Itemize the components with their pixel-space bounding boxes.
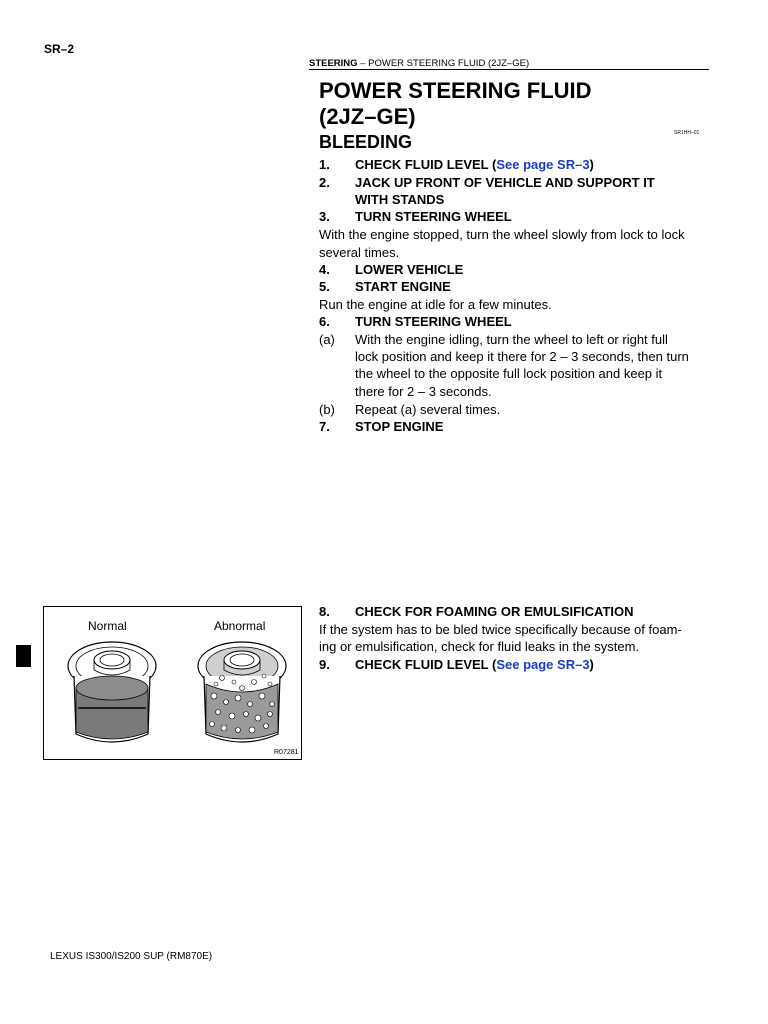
step-6a-line2: lock position and keep it there for 2 – 3 seconds, then turn: [355, 349, 689, 364]
step-3-body-line1: With the engine stopped, turn the wheel slowly from lock to lock: [319, 227, 685, 242]
step-3-number: 3.: [319, 209, 330, 224]
header-rule: [309, 69, 709, 70]
step-6: [319, 314, 512, 329]
step-2-number: 2.: [319, 175, 330, 190]
step-6-text: TURN STEERING WHEEL: [355, 314, 512, 329]
step-3: [319, 209, 512, 224]
step-9-text: CHECK FLUID LEVEL (: [355, 657, 497, 672]
step-1: [319, 157, 594, 172]
figure-label-abnormal: Abnormal: [214, 619, 266, 633]
page-footer: LEXUS IS300/IS200 SUP (RM870E): [50, 951, 213, 962]
step-5-number: 5.: [319, 279, 330, 294]
page-number: SR–2: [44, 42, 75, 56]
step-8-number: 8.: [319, 604, 330, 619]
figure-code: R07281: [274, 749, 299, 756]
reference-code: SR1HH–01: [674, 130, 700, 136]
step-1-number: 1.: [319, 157, 330, 172]
running-header-topic: POWER STEERING FLUID (2JZ–GE): [368, 58, 530, 69]
step-4-number: 4.: [319, 262, 330, 277]
step-5-text: START ENGINE: [355, 279, 451, 294]
step-4: [319, 262, 463, 277]
step-8: [319, 604, 634, 619]
step-6b: [319, 402, 500, 417]
reservoir-normal-illustration: [62, 638, 162, 748]
step-7-number: 7.: [319, 419, 330, 434]
step-3-text: TURN STEERING WHEEL: [355, 209, 512, 224]
reservoir-abnormal-illustration: [192, 638, 292, 748]
page-title-line1: POWER STEERING FLUID: [319, 78, 592, 103]
step-7-text: STOP ENGINE: [355, 419, 444, 434]
page-title-line2: (2JZ–GE): [319, 104, 416, 129]
step-6b-label: (b): [319, 402, 335, 417]
step-6-number: 6.: [319, 314, 330, 329]
step-8-body-line1: If the system has to be bled twice specifically because of foam-: [319, 622, 682, 637]
page-title: [319, 78, 592, 130]
step-8-body-line2: ing or emulsification, check for fluid leaks in the system.: [319, 639, 640, 654]
step-5-body: Run the engine at idle for a few minutes.: [319, 297, 552, 312]
step-9-link[interactable]: See page SR–3: [496, 657, 590, 672]
step-6a: [319, 332, 668, 347]
step-3-body-line2: several times.: [319, 245, 400, 260]
step-1-text: CHECK FLUID LEVEL (: [355, 157, 497, 172]
step-2: [319, 175, 655, 190]
running-header: [309, 58, 529, 69]
step-9-number: 9.: [319, 657, 330, 672]
running-header-separator: –: [357, 58, 369, 69]
step-6a-line3: the wheel to the opposite full lock position and keep it: [355, 366, 663, 381]
step-2-line2: WITH STANDS: [355, 192, 445, 207]
step-9-close: ): [589, 657, 594, 672]
step-7: [319, 419, 443, 434]
step-6a-line4: there for 2 – 3 seconds.: [355, 384, 492, 399]
step-9: [319, 657, 594, 672]
step-6b-text: Repeat (a) several times.: [355, 402, 501, 417]
figure-label-normal: Normal: [88, 619, 127, 633]
step-5: [319, 279, 451, 294]
step-1-link[interactable]: See page SR–3: [496, 157, 590, 172]
step-4-text: LOWER VEHICLE: [355, 262, 464, 277]
step-1-close: ): [589, 157, 594, 172]
running-header-section: STEERING: [309, 58, 358, 69]
step-8-text: CHECK FOR FOAMING OR EMULSIFICATION: [355, 604, 634, 619]
section-subtitle: BLEEDING: [319, 132, 413, 152]
step-2-line1: JACK UP FRONT OF VEHICLE AND SUPPORT IT: [355, 175, 655, 190]
section-tab-marker: [16, 645, 31, 667]
step-6a-line1: With the engine idling, turn the wheel to left or right full: [355, 332, 668, 347]
step-6a-label: (a): [319, 332, 335, 347]
